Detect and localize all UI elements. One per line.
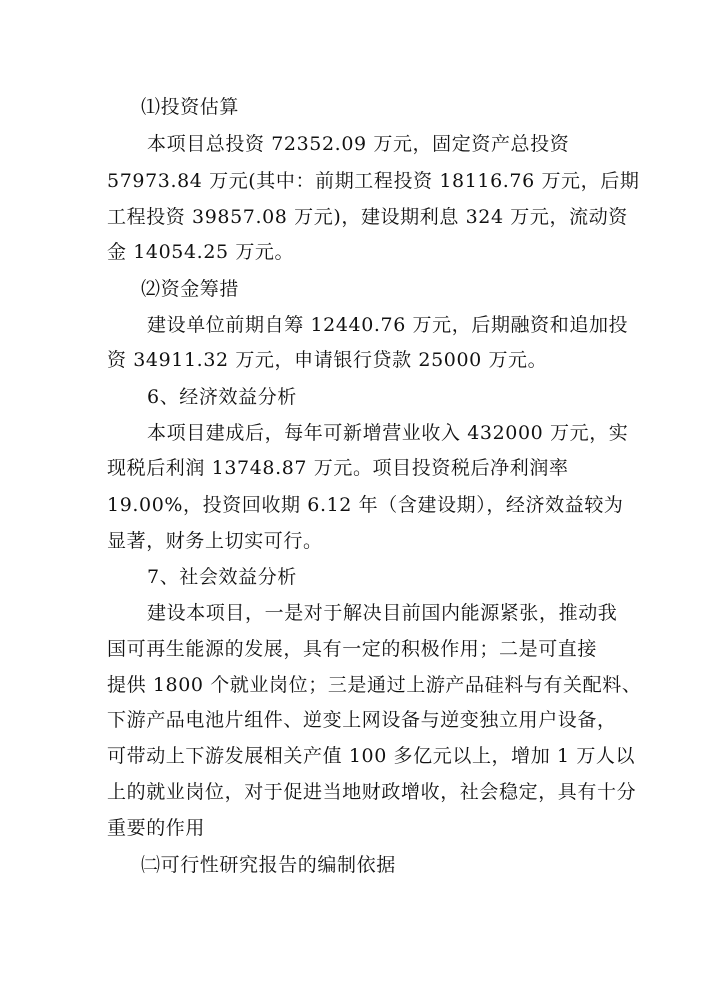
text-line: 建设单位前期自筹 12440.76 万元，后期融资和追加投: [147, 314, 629, 336]
text-line: 国可再生能源的发展，具有一定的积极作用；二是可直接: [107, 638, 598, 660]
text-line: 资 34911.32 万元，申请银行贷款 25000 万元。: [107, 349, 548, 371]
text-line: 建设本项目，一是对于解决目前国内能源紧张，推动我: [147, 602, 618, 624]
text-line: 显著，财务上切实可行。: [107, 530, 323, 552]
text-line: 19.00%，投资回收期 6.12 年（含建设期），经济效益较为: [107, 494, 624, 516]
heading-fund-raising: ⑵资金筹措: [141, 278, 240, 300]
text-line: 工程投资 39857.08 万元)，建设期利息 324 万元，流动资: [107, 206, 628, 228]
heading-investment-estimate: ⑴投资估算: [141, 96, 240, 118]
text-line: 提供 1800 个就业岗位；三是通过上游产品硅料与有关配料、: [107, 674, 642, 696]
text-line: 可带动上下游发展相关产值 100 多亿元以上，增加 1 万人以: [107, 745, 636, 767]
text-line: 本项目建成后，每年可新增营业收入 432000 万元，实: [147, 422, 629, 444]
heading-report-basis: ㈡可行性研究报告的编制依据: [141, 854, 396, 876]
text-line: 金 14054.25 万元。: [107, 241, 295, 263]
text-line: 重要的作用: [107, 817, 206, 839]
text-line: 现税后利润 13748.87 万元。项目投资税后净利润率: [107, 457, 569, 479]
text-line: 本项目总投资 72352.09 万元，固定资产总投资: [147, 133, 570, 155]
text-line: 57973.84 万元(其中：前期工程投资 18116.76 万元，后期: [107, 170, 640, 192]
heading-social-analysis: 7、社会效益分析: [147, 566, 297, 588]
heading-economic-analysis: 6、经济效益分析: [147, 386, 297, 408]
text-line: 下游产品电池片组件、逆变上网设备与逆变独立用户设备，: [107, 709, 617, 731]
text-line: 上的就业岗位，对于促进当地财政增收，社会稳定，具有十分: [107, 781, 637, 803]
